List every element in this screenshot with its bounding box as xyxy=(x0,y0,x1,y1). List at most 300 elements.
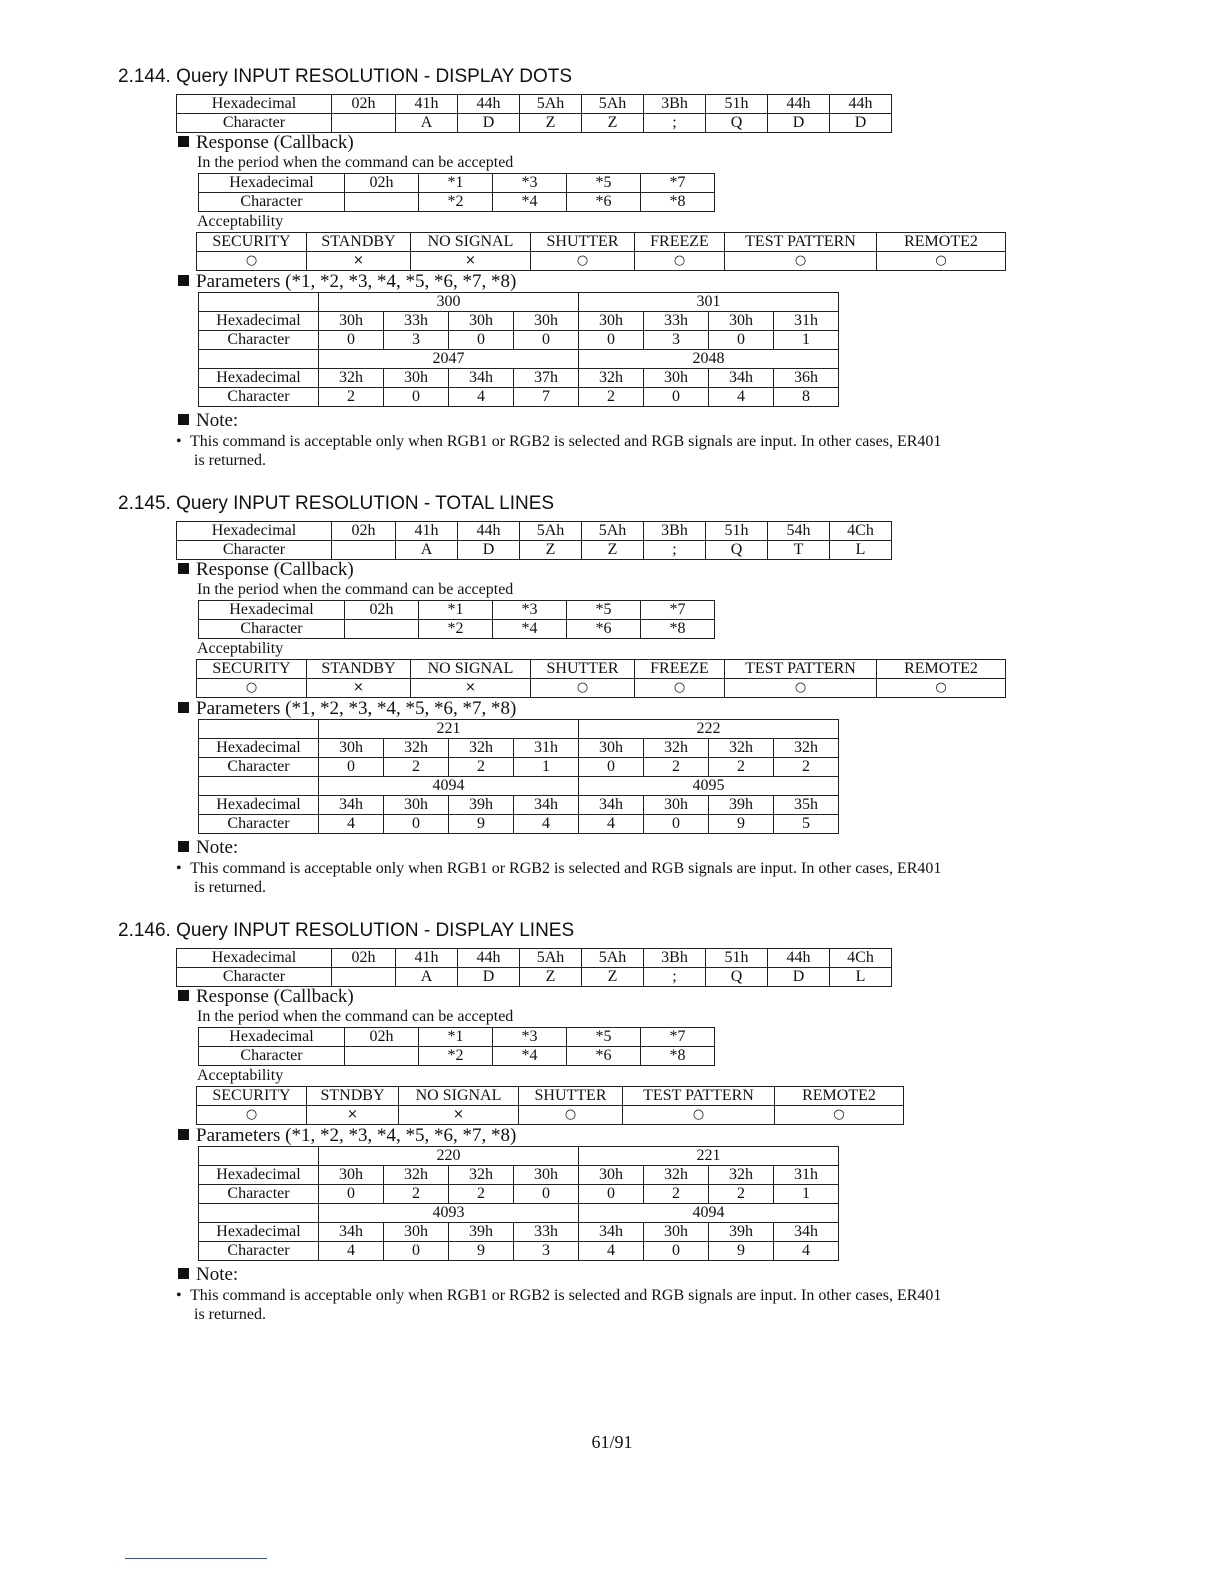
hex-cell: 39h xyxy=(449,796,514,815)
char-row xyxy=(177,968,892,987)
row-label: Character xyxy=(199,388,319,407)
char-cell: 5 xyxy=(774,815,839,834)
acceptability-header: STANDBY xyxy=(307,233,411,252)
hex-row xyxy=(199,1166,839,1185)
hex-cell: 31h xyxy=(774,1166,839,1185)
char-cell: 0 xyxy=(319,758,384,777)
empty-cell xyxy=(199,777,319,796)
hex-cell: 5Ah xyxy=(520,949,582,968)
circle-icon: ○ xyxy=(775,1106,904,1125)
circle-icon: ○ xyxy=(519,1106,623,1125)
char-cell: D xyxy=(830,114,892,133)
cross-icon: × xyxy=(411,679,531,698)
char-cell: *8 xyxy=(641,620,715,639)
char-row xyxy=(177,541,892,560)
char-cell: *6 xyxy=(567,620,641,639)
char-cell: ; xyxy=(644,968,706,987)
hex-cell: 44h xyxy=(458,522,520,541)
bullet-square-icon xyxy=(178,1268,189,1279)
row-label: Character xyxy=(199,1047,345,1066)
hex-row xyxy=(199,312,839,331)
hex-cell: 34h xyxy=(514,796,579,815)
hex-cell: 30h xyxy=(319,312,384,331)
hex-cell: 32h xyxy=(319,369,384,388)
hex-cell: 32h xyxy=(709,739,774,758)
char-cell: 2 xyxy=(644,758,709,777)
acceptability-mark-row xyxy=(197,1106,904,1125)
hex-cell: *1 xyxy=(419,601,493,620)
acceptability-header: REMOTE2 xyxy=(775,1087,904,1106)
row-label: Hexadecimal xyxy=(199,796,319,815)
note-heading-text: Note: xyxy=(196,410,239,431)
acceptability-header: FREEZE xyxy=(635,660,725,679)
hex-cell: 30h xyxy=(449,312,514,331)
hex-cell: 39h xyxy=(709,1223,774,1242)
response-heading xyxy=(178,133,354,153)
row-label: Character xyxy=(177,541,332,560)
hex-cell: 32h xyxy=(449,1166,514,1185)
char-cell: Q xyxy=(706,114,768,133)
circle-icon: ○ xyxy=(531,679,635,698)
char-cell: Z xyxy=(520,114,582,133)
response-heading-text: Response (Callback) xyxy=(196,559,354,580)
circle-icon: ○ xyxy=(197,1106,307,1125)
char-row xyxy=(199,815,839,834)
char-row xyxy=(199,758,839,777)
acceptability-header: SECURITY xyxy=(197,1087,307,1106)
acceptability-header: TEST PATTERN xyxy=(623,1087,775,1106)
char-cell xyxy=(345,620,419,639)
parameters-table xyxy=(198,292,839,407)
char-cell: *6 xyxy=(567,1047,641,1066)
response-table xyxy=(198,1027,715,1066)
hex-cell: 39h xyxy=(709,796,774,815)
acceptability-header: NO SIGNAL xyxy=(411,233,531,252)
hex-row xyxy=(199,1028,715,1047)
acceptability-header: SHUTTER xyxy=(519,1087,623,1106)
hex-cell: 34h xyxy=(579,796,644,815)
acceptability-mark-row xyxy=(197,679,1006,698)
char-cell: 4 xyxy=(774,1242,839,1261)
char-cell xyxy=(345,193,419,212)
empty-cell xyxy=(199,350,319,369)
char-cell: 4 xyxy=(449,388,514,407)
hex-cell: 51h xyxy=(706,949,768,968)
circle-icon: ○ xyxy=(725,679,877,698)
value-row xyxy=(199,350,839,369)
row-label: Character xyxy=(199,193,345,212)
char-row xyxy=(199,388,839,407)
hex-cell: *3 xyxy=(493,174,567,193)
char-cell: 4 xyxy=(579,815,644,834)
hex-row xyxy=(199,739,839,758)
hex-cell: 5Ah xyxy=(520,95,582,114)
hex-cell: 30h xyxy=(644,796,709,815)
char-cell: 0 xyxy=(644,1242,709,1261)
hex-cell: 4Ch xyxy=(830,949,892,968)
char-cell: 0 xyxy=(319,331,384,350)
cross-icon: × xyxy=(411,252,531,271)
circle-icon: ○ xyxy=(197,679,307,698)
hex-cell: 36h xyxy=(774,369,839,388)
cross-icon: × xyxy=(399,1106,519,1125)
row-label: Character xyxy=(177,968,332,987)
char-cell: 2 xyxy=(319,388,384,407)
parameter-value: 4093 xyxy=(319,1204,579,1223)
response-heading-text: Response (Callback) xyxy=(196,986,354,1007)
hex-cell: 33h xyxy=(644,312,709,331)
hex-cell: 44h xyxy=(458,95,520,114)
char-cell: 0 xyxy=(579,331,644,350)
hex-cell: 32h xyxy=(579,369,644,388)
hex-cell: 35h xyxy=(774,796,839,815)
row-label: Character xyxy=(199,620,345,639)
note-line-1: This command is acceptable only when RGB1 or RGB2 is selected and RGB signals are input. In other cases, ER401 xyxy=(190,433,942,450)
parameters-heading xyxy=(178,1126,516,1146)
page-number: 61/91 xyxy=(591,1432,633,1452)
hex-row xyxy=(199,369,839,388)
hex-cell: 5Ah xyxy=(582,95,644,114)
acceptability-label: Acceptability xyxy=(197,640,284,657)
row-label: Character xyxy=(199,758,319,777)
bullet-square-icon xyxy=(178,414,189,425)
char-cell: Q xyxy=(706,541,768,560)
note-heading xyxy=(178,1265,238,1285)
char-cell: *4 xyxy=(493,193,567,212)
note-bullet: • xyxy=(176,1287,182,1304)
parameters-table xyxy=(198,1146,839,1261)
char-cell: D xyxy=(458,114,520,133)
circle-icon: ○ xyxy=(877,252,1006,271)
cross-icon: × xyxy=(307,1106,399,1125)
char-cell: Z xyxy=(520,968,582,987)
char-cell: *6 xyxy=(567,193,641,212)
hex-cell: 44h xyxy=(830,95,892,114)
char-cell: A xyxy=(396,541,458,560)
acceptability-header: SHUTTER xyxy=(531,233,635,252)
char-row xyxy=(199,331,839,350)
bullet-square-icon xyxy=(178,841,189,852)
char-row xyxy=(199,193,715,212)
hex-cell: 30h xyxy=(319,1166,384,1185)
hex-cell: 44h xyxy=(458,949,520,968)
acceptability-label: Acceptability xyxy=(197,1067,284,1084)
response-heading-text: Response (Callback) xyxy=(196,132,354,153)
hex-cell: 51h xyxy=(706,522,768,541)
acceptability-header: SHUTTER xyxy=(531,660,635,679)
char-cell: 0 xyxy=(514,1185,579,1204)
hex-cell: 34h xyxy=(709,369,774,388)
char-cell: 2 xyxy=(449,758,514,777)
row-label: Hexadecimal xyxy=(199,1166,319,1185)
char-cell: 4 xyxy=(319,815,384,834)
parameters-heading xyxy=(178,272,516,292)
hex-row xyxy=(177,95,892,114)
hex-cell: 30h xyxy=(579,739,644,758)
char-cell: 9 xyxy=(449,1242,514,1261)
char-cell: 9 xyxy=(709,815,774,834)
note-heading xyxy=(178,411,238,431)
hex-cell: 30h xyxy=(579,312,644,331)
char-cell xyxy=(332,114,396,133)
hex-cell: 33h xyxy=(384,312,449,331)
row-label: Hexadecimal xyxy=(177,95,332,114)
acceptability-label: Acceptability xyxy=(197,213,284,230)
acceptability-header-row xyxy=(197,233,1006,252)
note-text xyxy=(176,1286,1096,1324)
hex-cell: 5Ah xyxy=(582,949,644,968)
hex-cell: 37h xyxy=(514,369,579,388)
char-cell: L xyxy=(830,968,892,987)
char-cell: 0 xyxy=(384,1242,449,1261)
hex-row xyxy=(199,1223,839,1242)
char-cell: A xyxy=(396,968,458,987)
char-cell: 2 xyxy=(774,758,839,777)
hex-cell: 30h xyxy=(384,796,449,815)
hex-cell: *5 xyxy=(567,601,641,620)
char-cell: 3 xyxy=(514,1242,579,1261)
char-cell: 0 xyxy=(644,388,709,407)
hex-cell: 02h xyxy=(345,174,419,193)
circle-icon: ○ xyxy=(623,1106,775,1125)
hex-cell: 33h xyxy=(514,1223,579,1242)
response-table xyxy=(198,173,715,212)
char-cell: 7 xyxy=(514,388,579,407)
note-line-2: is returned. xyxy=(194,1306,266,1323)
hex-cell: 51h xyxy=(706,95,768,114)
char-cell: 4 xyxy=(319,1242,384,1261)
circle-icon: ○ xyxy=(197,252,307,271)
acceptability-mark-row xyxy=(197,252,1006,271)
acceptability-table xyxy=(196,659,1006,698)
hex-cell: 30h xyxy=(709,312,774,331)
hex-row xyxy=(177,949,892,968)
char-cell: T xyxy=(768,541,830,560)
char-cell: Z xyxy=(582,541,644,560)
acceptability-table xyxy=(196,232,1006,271)
hex-row xyxy=(199,796,839,815)
char-cell: Z xyxy=(582,114,644,133)
empty-cell xyxy=(199,293,319,312)
hex-cell: 34h xyxy=(774,1223,839,1242)
hex-cell: 3Bh xyxy=(644,522,706,541)
parameters-heading xyxy=(178,699,516,719)
response-heading xyxy=(178,987,354,1007)
char-cell: D xyxy=(768,114,830,133)
char-cell: 3 xyxy=(644,331,709,350)
value-row xyxy=(199,1204,839,1223)
char-cell: 9 xyxy=(709,1242,774,1261)
note-heading-text: Note: xyxy=(196,1264,239,1285)
parameters-table xyxy=(198,719,839,834)
char-cell: D xyxy=(458,541,520,560)
char-cell: *8 xyxy=(641,1047,715,1066)
hex-cell: 31h xyxy=(514,739,579,758)
char-cell: *2 xyxy=(419,620,493,639)
hex-cell: *3 xyxy=(493,1028,567,1047)
char-cell: 8 xyxy=(774,388,839,407)
hex-cell: 5Ah xyxy=(582,522,644,541)
char-cell: Q xyxy=(706,968,768,987)
hex-cell: 34h xyxy=(319,1223,384,1242)
hex-cell: 34h xyxy=(579,1223,644,1242)
hex-cell: 44h xyxy=(768,949,830,968)
char-row xyxy=(177,114,892,133)
note-bullet: • xyxy=(176,433,182,450)
char-row xyxy=(199,620,715,639)
response-table xyxy=(198,600,715,639)
empty-cell xyxy=(199,1204,319,1223)
parameters-heading-text: Parameters (*1, *2, *3, *4, *5, *6, *7, *8) xyxy=(196,271,517,292)
char-cell: 2 xyxy=(709,758,774,777)
note-heading xyxy=(178,838,238,858)
char-row xyxy=(199,1185,839,1204)
parameter-value: 220 xyxy=(319,1147,579,1166)
char-cell: Z xyxy=(520,541,582,560)
row-label: Hexadecimal xyxy=(177,522,332,541)
row-label: Character xyxy=(199,1242,319,1261)
char-cell: *2 xyxy=(419,1047,493,1066)
char-cell: 0 xyxy=(644,815,709,834)
char-cell: 0 xyxy=(319,1185,384,1204)
char-cell: 2 xyxy=(384,758,449,777)
acceptability-header: TEST PATTERN xyxy=(725,660,877,679)
hex-cell: 44h xyxy=(768,95,830,114)
char-cell: 0 xyxy=(709,331,774,350)
parameter-value: 4095 xyxy=(579,777,839,796)
hex-cell: 30h xyxy=(384,1223,449,1242)
value-row xyxy=(199,720,839,739)
hex-cell: *3 xyxy=(493,601,567,620)
char-cell: 4 xyxy=(579,1242,644,1261)
circle-icon: ○ xyxy=(725,252,877,271)
hex-cell: *1 xyxy=(419,1028,493,1047)
row-label: Hexadecimal xyxy=(199,174,345,193)
hex-cell: 34h xyxy=(449,369,514,388)
hex-cell: 41h xyxy=(396,949,458,968)
row-label: Hexadecimal xyxy=(177,949,332,968)
char-cell: 0 xyxy=(514,331,579,350)
section-title: 2.144. Query INPUT RESOLUTION - DISPLAY DOTS xyxy=(118,66,573,87)
acceptability-header: FREEZE xyxy=(635,233,725,252)
char-cell: 2 xyxy=(449,1185,514,1204)
parameters-heading-text: Parameters (*1, *2, *3, *4, *5, *6, *7, *8) xyxy=(196,1125,517,1146)
acceptability-header: STNDBY xyxy=(307,1087,399,1106)
note-text xyxy=(176,859,1096,897)
acceptability-header: REMOTE2 xyxy=(877,660,1006,679)
section-title: 2.145. Query INPUT RESOLUTION - TOTAL LINES xyxy=(118,493,555,514)
char-cell: 4 xyxy=(709,388,774,407)
char-cell: Z xyxy=(582,968,644,987)
command-table xyxy=(176,94,892,133)
command-table xyxy=(176,521,892,560)
parameter-value: 221 xyxy=(319,720,579,739)
char-cell: *4 xyxy=(493,1047,567,1066)
char-cell xyxy=(332,541,396,560)
hex-cell: *5 xyxy=(567,1028,641,1047)
hex-cell: 54h xyxy=(768,522,830,541)
command-table xyxy=(176,948,892,987)
empty-cell xyxy=(199,720,319,739)
hex-cell: 30h xyxy=(644,1223,709,1242)
char-row xyxy=(199,1242,839,1261)
circle-icon: ○ xyxy=(877,679,1006,698)
hex-row xyxy=(177,522,892,541)
period-label: In the period when the command can be accepted xyxy=(197,154,514,171)
char-cell: 9 xyxy=(449,815,514,834)
parameter-value: 2048 xyxy=(579,350,839,369)
bullet-square-icon xyxy=(178,702,189,713)
parameter-value: 4094 xyxy=(579,1204,839,1223)
char-cell: 0 xyxy=(384,815,449,834)
char-cell: D xyxy=(768,968,830,987)
char-cell: 2 xyxy=(709,1185,774,1204)
note-line-1: This command is acceptable only when RGB1 or RGB2 is selected and RGB signals are input. In other cases, ER401 xyxy=(190,1287,942,1304)
value-row xyxy=(199,1147,839,1166)
parameter-value: 300 xyxy=(319,293,579,312)
row-label: Character xyxy=(199,331,319,350)
hex-cell: 32h xyxy=(644,1166,709,1185)
row-label: Hexadecimal xyxy=(199,312,319,331)
bullet-square-icon xyxy=(178,1129,189,1140)
bullet-square-icon xyxy=(178,990,189,1001)
hex-cell: 32h xyxy=(709,1166,774,1185)
char-cell xyxy=(345,1047,419,1066)
hex-cell: 30h xyxy=(644,369,709,388)
char-row xyxy=(199,1047,715,1066)
row-label: Hexadecimal xyxy=(199,369,319,388)
period-label: In the period when the command can be accepted xyxy=(197,1008,514,1025)
hex-cell: 3Bh xyxy=(644,95,706,114)
note-bullet: • xyxy=(176,860,182,877)
char-cell: L xyxy=(830,541,892,560)
hex-cell: 3Bh xyxy=(644,949,706,968)
bullet-square-icon xyxy=(178,136,189,147)
bullet-square-icon xyxy=(178,275,189,286)
cross-icon: × xyxy=(307,252,411,271)
bullet-square-icon xyxy=(178,563,189,574)
response-heading xyxy=(178,560,354,580)
hex-cell: 02h xyxy=(332,522,396,541)
hex-cell: 32h xyxy=(774,739,839,758)
hex-cell: 30h xyxy=(319,739,384,758)
acceptability-header: REMOTE2 xyxy=(877,233,1006,252)
hex-row xyxy=(199,174,715,193)
char-cell: 3 xyxy=(384,331,449,350)
hex-cell: 32h xyxy=(644,739,709,758)
char-cell: 0 xyxy=(449,331,514,350)
parameter-value: 222 xyxy=(579,720,839,739)
parameter-value: 4094 xyxy=(319,777,579,796)
note-heading-text: Note: xyxy=(196,837,239,858)
hex-cell: 02h xyxy=(332,95,396,114)
parameter-value: 2047 xyxy=(319,350,579,369)
value-row xyxy=(199,293,839,312)
hex-cell: 30h xyxy=(514,1166,579,1185)
empty-cell xyxy=(199,1147,319,1166)
circle-icon: ○ xyxy=(531,252,635,271)
hex-cell: 4Ch xyxy=(830,522,892,541)
row-label: Hexadecimal xyxy=(199,1223,319,1242)
row-label: Character xyxy=(199,1185,319,1204)
parameter-value: 221 xyxy=(579,1147,839,1166)
hex-cell: *5 xyxy=(567,174,641,193)
char-cell: 0 xyxy=(579,758,644,777)
char-cell: 2 xyxy=(644,1185,709,1204)
char-cell: *2 xyxy=(419,193,493,212)
row-label: Hexadecimal xyxy=(199,601,345,620)
hex-cell: 41h xyxy=(396,95,458,114)
